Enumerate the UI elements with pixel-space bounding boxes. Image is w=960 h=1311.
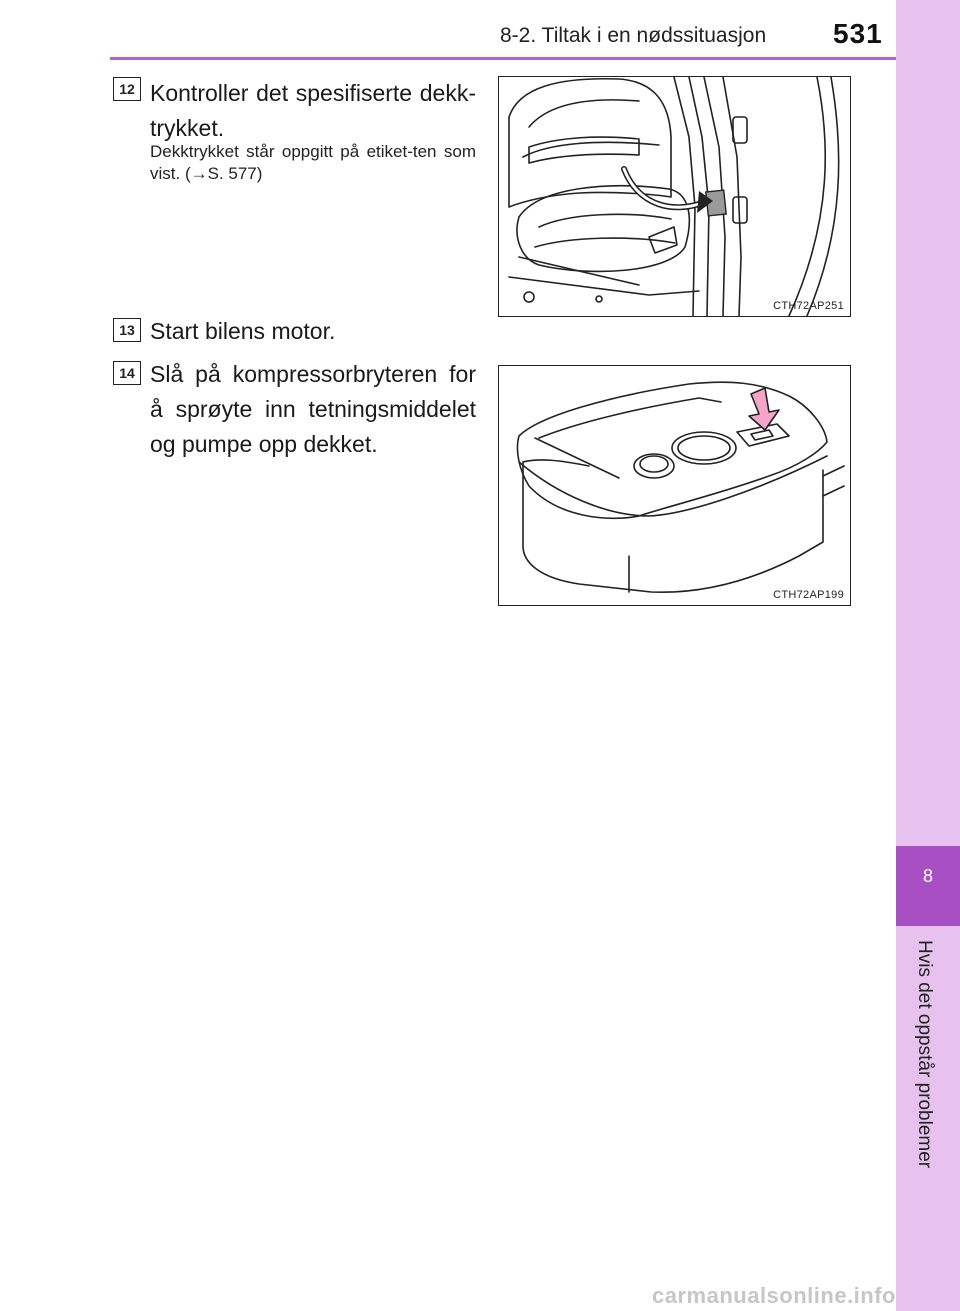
figure-door-label (498, 76, 851, 317)
note-text: Dekktrykket står oppgitt på etiket-ten som vist. ( (150, 142, 476, 183)
compressor-switch-illustration (499, 366, 850, 605)
chapter-title: Hvis det oppstår problemer (914, 940, 935, 1169)
section-title: 8-2. Tiltak i en nødssituasjon (500, 24, 767, 47)
chapter-number: 8 (922, 866, 933, 886)
page-number: 531 (833, 18, 883, 49)
step-text-12: Kontroller det spesifiserte dekk-trykket. (150, 80, 476, 141)
figure-compressor (498, 365, 851, 606)
step-badge-13: 13 (113, 318, 141, 342)
figure-code: CTH72AP199 (773, 589, 844, 601)
step-note-12 (150, 141, 476, 185)
step-text-13: Start bilens motor. (150, 318, 336, 344)
page-reference-link[interactable]: S. 577) (207, 164, 263, 183)
driver-door-tire-label-illustration (499, 77, 850, 316)
arrow-right-icon: → (190, 164, 208, 183)
step-badge-14: 14 (113, 361, 141, 385)
header-rule (110, 57, 896, 60)
watermark: carmanualsonline.info (652, 1283, 896, 1308)
step-text-14: Slå på kompressorbryteren for å sprøyte inn tetningsmiddelet og pumpe opp dekket. (150, 361, 476, 457)
step-badge-12: 12 (113, 77, 141, 101)
figure-code: CTH72AP251 (773, 300, 844, 312)
